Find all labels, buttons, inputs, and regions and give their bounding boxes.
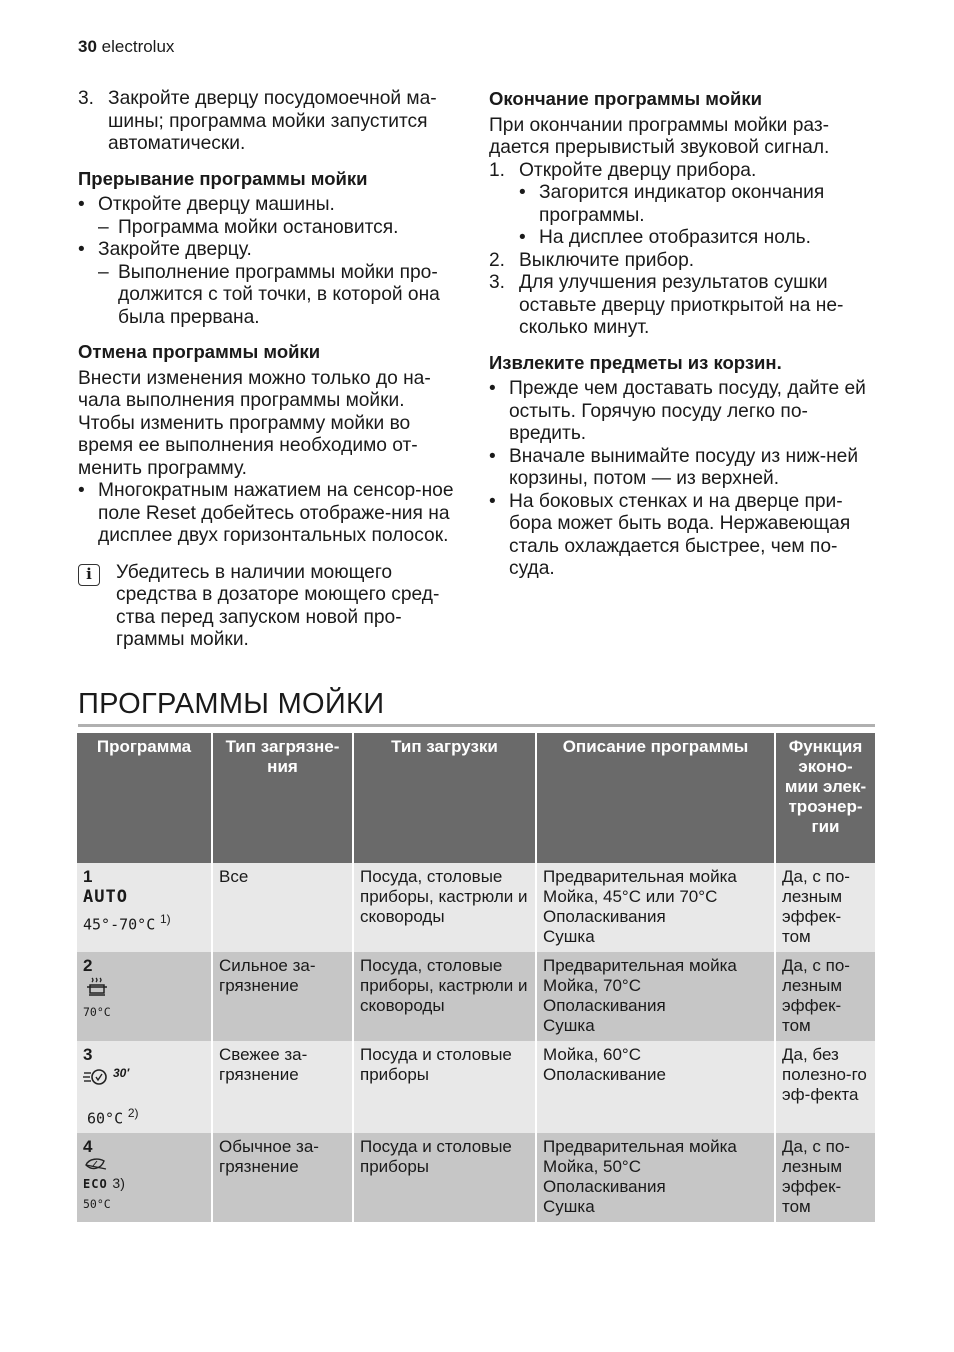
program-cell: 3 30′ 60°C $^{2)}$: [77, 1041, 213, 1133]
end-step-1-bullet: • На дисплее отобразится ноль.: [519, 227, 812, 248]
info-text: Убедитесь в наличии моющего средства в дозаторе моющего сред-ства перед запуском новой про-граммы мойки.: [116, 561, 440, 650]
intensive-pot-icon: [83, 976, 205, 998]
step-number: 3.: [78, 88, 95, 109]
program-cell: 4 ECO 3) 50°C: [77, 1133, 213, 1222]
list-item: • Откройте дверцу машины.: [78, 194, 335, 215]
col-header-description: Описание программы: [537, 733, 776, 863]
info-icon: i: [78, 564, 100, 586]
end-step-1-bullet: • Загорится индикатор окончания программы.: [519, 182, 825, 226]
page-number: 30: [78, 37, 97, 56]
left-column: [78, 88, 466, 652]
eco-label: ECO: [83, 1176, 108, 1191]
table-row: 2 70°C Сильное за-грязнение Посуда, столовые приборы, кастрюли и сковороды Предварительная мойка Мойка, 70°C Ополаскивания Сушка Да, с по-лезным эффек-том: [77, 952, 875, 1041]
col-header-load: Тип загрузки: [354, 733, 537, 863]
table-header-row: [77, 733, 875, 863]
end-step-3: 3. Для улучшения результатов сушки оставьте дверцу приоткрытой на не-сколько минут.: [489, 272, 844, 338]
end-step-1: 1. Откройте дверцу прибора.: [489, 159, 757, 181]
table-row: 3 30′ 60°C $^{2)}$ Свежее за-грязнение Посуда и столовые приборы Мойка, 60°C Ополаскивание Да, без полезно-го эф-фекта: [77, 1041, 875, 1133]
section-divider: [78, 724, 875, 727]
program-cell: 2 70°C: [77, 952, 213, 1041]
col-header-energy: Функция эконо-мии элек-троэнер-гии: [776, 733, 875, 863]
table-row: 1 AUTO 45°-70°C $^{1)}$ Все Посуда, столовые приборы, кастрюли и сковороды Предварительная мойка Мойка, 45°C или 70°C Ополаскивания Сушка Да, с по-лезным эффек-том: [77, 863, 875, 952]
programs-table: [77, 733, 875, 1222]
quick-wash-icon: 30′: [83, 1065, 205, 1087]
list-item: • Вначале вынимайте посуду из ниж-ней корзины, потом — из верхней.: [489, 445, 859, 489]
list-item: • Закройте дверцу.: [78, 239, 252, 260]
section-title: ПРОГРАММЫ МОЙКИ: [78, 688, 385, 720]
list-item: • Прежде чем доставать посуду, дайте ей остыть. Горячую посуду легко по-вредить.: [489, 378, 866, 444]
col-header-soil: Тип загрязне-ния: [213, 733, 354, 863]
interrupt-heading: Прерывание программы мойки: [78, 167, 368, 189]
auto-label: AUTO: [83, 887, 128, 907]
eco-leaf-icon: [83, 1157, 205, 1173]
info-note: [78, 562, 466, 652]
cancel-text: Внести изменения можно только до на-чала выполнения программы мойки. Чтобы изменить программу мойки во время ее выполнения необходимо от-менить программу.: [78, 367, 431, 479]
table-row: 4 ECO 3) 50°C Обычное за-грязнение Посуда и столовые приборы Предварительная мойка Мойка, 50°C Ополаскивания Сушка Да, с по-лезным эффек-том: [77, 1133, 875, 1222]
sub-item: – Программа мойки остановится.: [98, 216, 399, 238]
program-cell: 1 AUTO 45°-70°C $^{1)}$: [77, 863, 213, 952]
cancel-heading: Отмена программы мойки: [78, 341, 321, 362]
right-column: [489, 88, 881, 581]
unload-heading: Извлеките предметы из корзин.: [489, 351, 782, 373]
sub-item: – Выполнение программы мойки про-должится с той точки, в которой она была прервана.: [98, 261, 440, 328]
end-text: При окончании программы мойки раз-дается прерывистый звуковой сигнал.: [489, 114, 830, 158]
page-header: [78, 37, 174, 57]
end-step-2: 2. Выключите прибор.: [489, 249, 695, 271]
end-heading: Окончание программы мойки: [489, 88, 763, 109]
list-item: • Многократным нажатием на сенсор-ное поле Reset добейтесь отображе-ния на дисплее двух горизонтальных полосок.: [78, 480, 454, 546]
step-3: [78, 88, 466, 156]
list-item: • На боковых стенках и на дверце при-бора может быть вода. Нержавеющая сталь охлаждается быстрее, чем по-суда.: [489, 490, 851, 579]
step-text: Закройте дверцу посудомоечной ма-шины; программа мойки запустится автоматически.: [108, 88, 437, 154]
col-header-program: Программа: [77, 733, 213, 863]
brand-name: electrolux: [101, 37, 175, 56]
